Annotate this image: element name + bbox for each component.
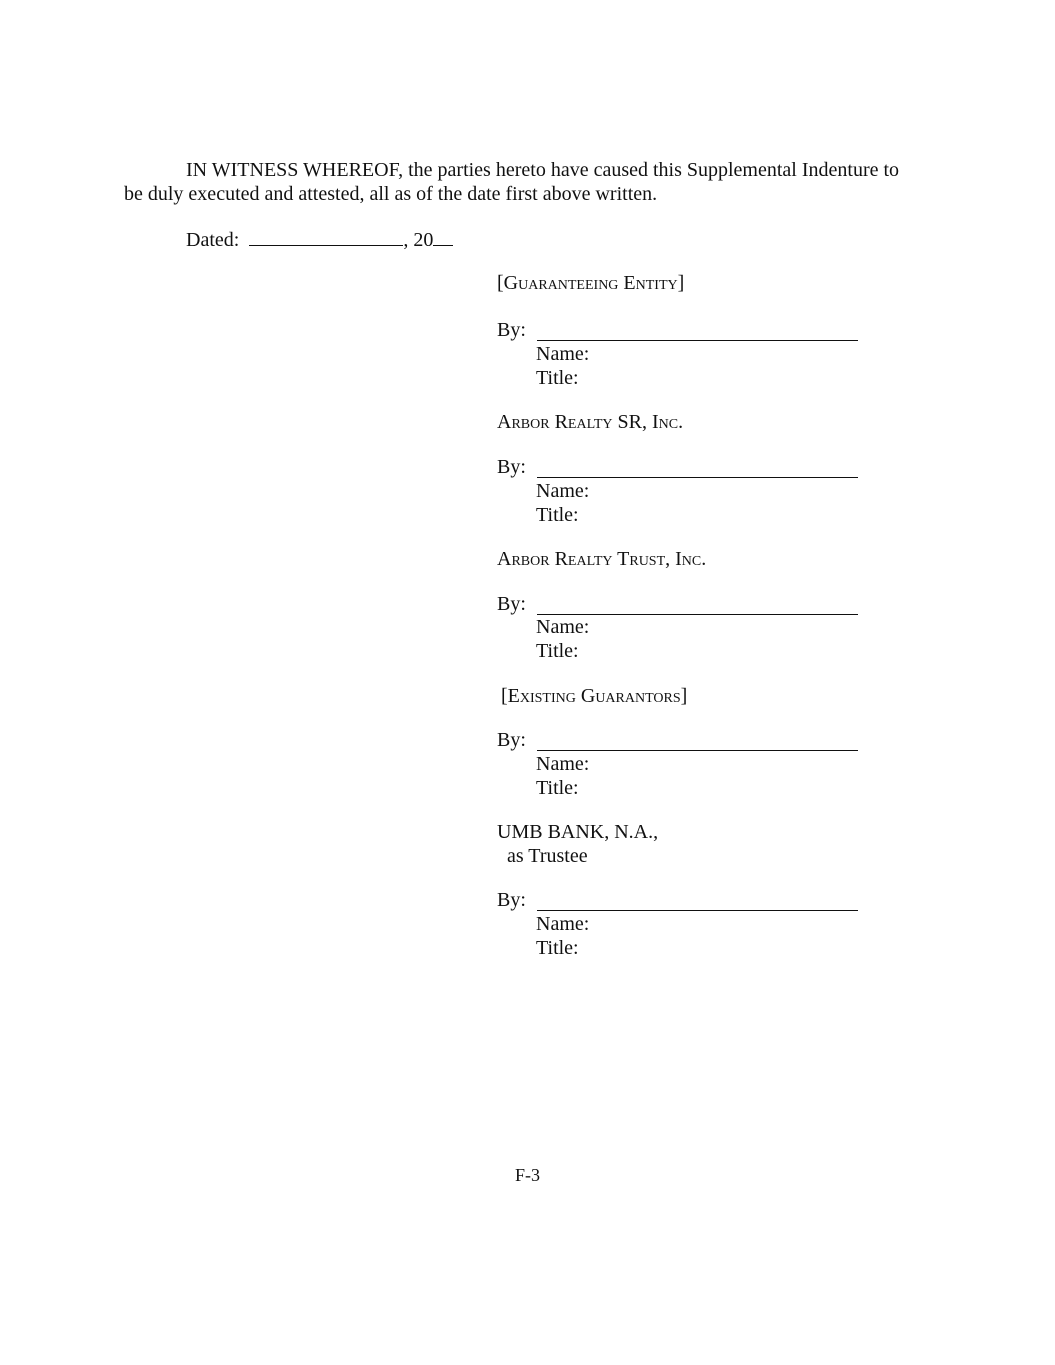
page-number: F-3	[515, 1165, 541, 1185]
title-label: Title:	[536, 777, 579, 799]
name-label: Name:	[536, 480, 590, 502]
signature-line[interactable]	[537, 457, 858, 478]
dated-day-blank[interactable]	[249, 227, 403, 246]
entity-existing-guarantors: [Existing Guarantors]	[501, 685, 688, 707]
title-label: Title:	[536, 504, 579, 526]
signature-line[interactable]	[537, 890, 858, 911]
dated-label: Dated:	[186, 229, 240, 251]
entity-arbor-realty-trust: Arbor Realty Trust, Inc.	[497, 548, 707, 570]
signature-line[interactable]	[537, 320, 858, 341]
by-line	[497, 728, 526, 752]
by-line	[497, 592, 526, 616]
by-label: By:	[497, 456, 526, 478]
name-label: Name:	[536, 753, 590, 775]
dated-year-blank[interactable]	[433, 227, 453, 246]
signature-line[interactable]	[537, 730, 858, 751]
title-label: Title:	[536, 367, 579, 389]
by-label: By:	[497, 593, 526, 615]
by-label: By:	[497, 889, 526, 911]
signature-line[interactable]	[537, 594, 858, 615]
by-label: By:	[497, 319, 526, 341]
dated-year-prefix: , 20	[403, 229, 434, 251]
name-label: Name:	[536, 343, 590, 365]
entity-guaranteeing: [Guaranteeing Entity]	[497, 272, 685, 294]
by-line	[497, 888, 526, 912]
by-line	[497, 455, 526, 479]
trustee-role: as Trustee	[507, 845, 588, 867]
entity-arbor-realty-sr: Arbor Realty SR, Inc.	[497, 411, 684, 433]
by-label: By:	[497, 729, 526, 751]
witness-line-1: IN WITNESS WHEREOF, the parties hereto have caused this Supplemental Indenture to	[186, 159, 900, 181]
dated-line	[186, 227, 453, 252]
witness-line-2: be duly executed and attested, all as of the date first above written.	[124, 183, 658, 205]
title-label: Title:	[536, 937, 579, 959]
by-line	[497, 318, 526, 342]
title-label: Title:	[536, 640, 579, 662]
name-label: Name:	[536, 913, 590, 935]
name-label: Name:	[536, 616, 590, 638]
entity-umb-bank: UMB BANK, N.A.,	[497, 821, 659, 843]
